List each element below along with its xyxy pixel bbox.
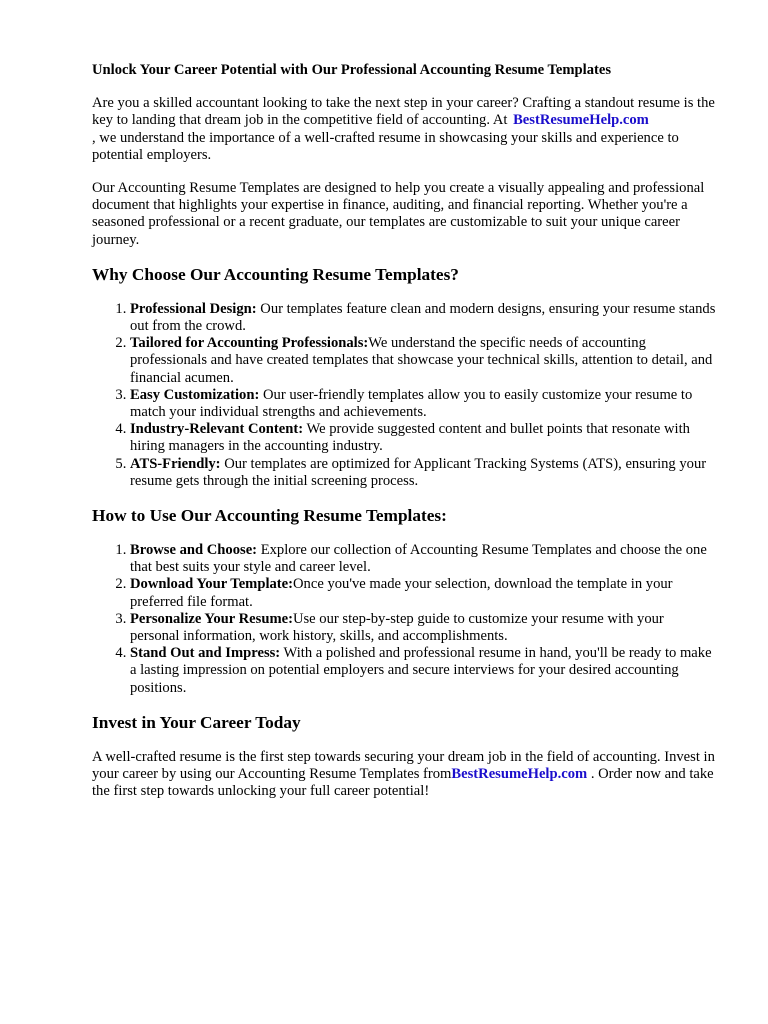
list-item-text: With a polished and professional resume in hand, you'll be ready to make a lasting impression on potential employers and secure interviews for your desired accounting positions. — [130, 645, 712, 696]
list-item-lead: ATS-Friendly: — [130, 455, 221, 472]
list-item — [130, 576, 716, 610]
list-item-text: Use our step-by-step guide to customize your resume with your personal information, work history, skills, and accomplishments. — [130, 610, 664, 645]
list-item — [130, 421, 716, 455]
list-item-text: We provide suggested content and bullet points that resonate with hiring managers in the accounting industry. — [130, 421, 690, 455]
bestresumehelp-link-invest[interactable]: BestResumeHelp.com — [451, 766, 588, 783]
list-item-lead: Stand Out and Impress: — [130, 645, 281, 662]
list-item-lead: Professional Design: — [130, 300, 257, 317]
list-item — [130, 611, 716, 645]
how-to-use-list — [92, 542, 716, 697]
list-item-lead: Easy Customization: — [130, 386, 260, 403]
invest-text-before-link: A well-crafted resume is the first step towards securing your dream job in the field of accounting. Invest in your career by using our Accounting Resume Templates from — [92, 748, 715, 783]
list-item-text: Explore our collection of Accounting Resume Templates and choose the one that best suits your style and career level. — [130, 542, 707, 576]
list-item-text: Our templates feature clean and modern designs, ensuring your resume stands out from the crowd. — [130, 300, 716, 335]
list-item-lead: Download Your Template: — [130, 576, 293, 593]
why-choose-list — [92, 301, 716, 490]
list-item — [130, 456, 716, 490]
list-item — [130, 335, 716, 387]
list-item-text: We understand the specific needs of accounting professionals and have created templates that showcase your technical skills, attention to detail, and financial acumen. — [130, 335, 713, 386]
bestresumehelp-link-intro[interactable]: BestResumeHelp.com — [513, 112, 649, 129]
list-item-lead: Browse and Choose: — [130, 542, 258, 559]
list-item — [130, 301, 716, 335]
list-item — [130, 387, 716, 421]
list-item-lead: Personalize Your Resume: — [130, 610, 293, 627]
invest-paragraph — [92, 749, 716, 801]
invest-heading: Invest in Your Career Today — [92, 712, 301, 732]
list-item-text: Once you've made your selection, download the template in your preferred file format. — [130, 576, 673, 610]
intro-paragraph-2: Our Accounting Resume Templates are designed to help you create a visually appealing and professional document that highlights your expertise in finance, auditing, and financial reporting. Whether you're a seasoned professional or a recent graduate, our templates are customizable to suit your unique career journey. — [92, 180, 705, 248]
how-to-use-heading: How to Use Our Accounting Resume Templates: — [92, 506, 447, 526]
intro-paragraph-1 — [92, 95, 716, 164]
why-choose-heading: Why Choose Our Accounting Resume Templates? — [92, 264, 459, 284]
list-item-text: Our templates are optimized for Applicant Tracking Systems (ATS), ensuring your resume gets through the initial screening process. — [130, 455, 707, 489]
intro-1-text-before-link: Are you a skilled accountant looking to take the next step in your career? Crafting a standout resume is the key to landing that dream job in the competitive field of accounting. At — [92, 95, 715, 129]
intro-1-text-after-link: , we understand the importance of a well-crafted resume in showcasing your skills and experience to potential employers. — [92, 129, 679, 163]
list-item-lead: Industry-Relevant Content: — [130, 421, 304, 438]
invest-text-after-link: . Order now and take the first step towards unlocking your full career potential! — [92, 766, 714, 800]
list-item — [130, 645, 716, 697]
list-item — [130, 542, 716, 576]
list-item-text: Our user-friendly templates allow you to easily customize your resume to match your individual strengths and achievements. — [130, 386, 693, 421]
list-item-lead: Tailored for Accounting Professionals: — [130, 335, 369, 352]
document-title: Unlock Your Career Potential with Our Professional Accounting Resume Templates — [92, 62, 612, 78]
